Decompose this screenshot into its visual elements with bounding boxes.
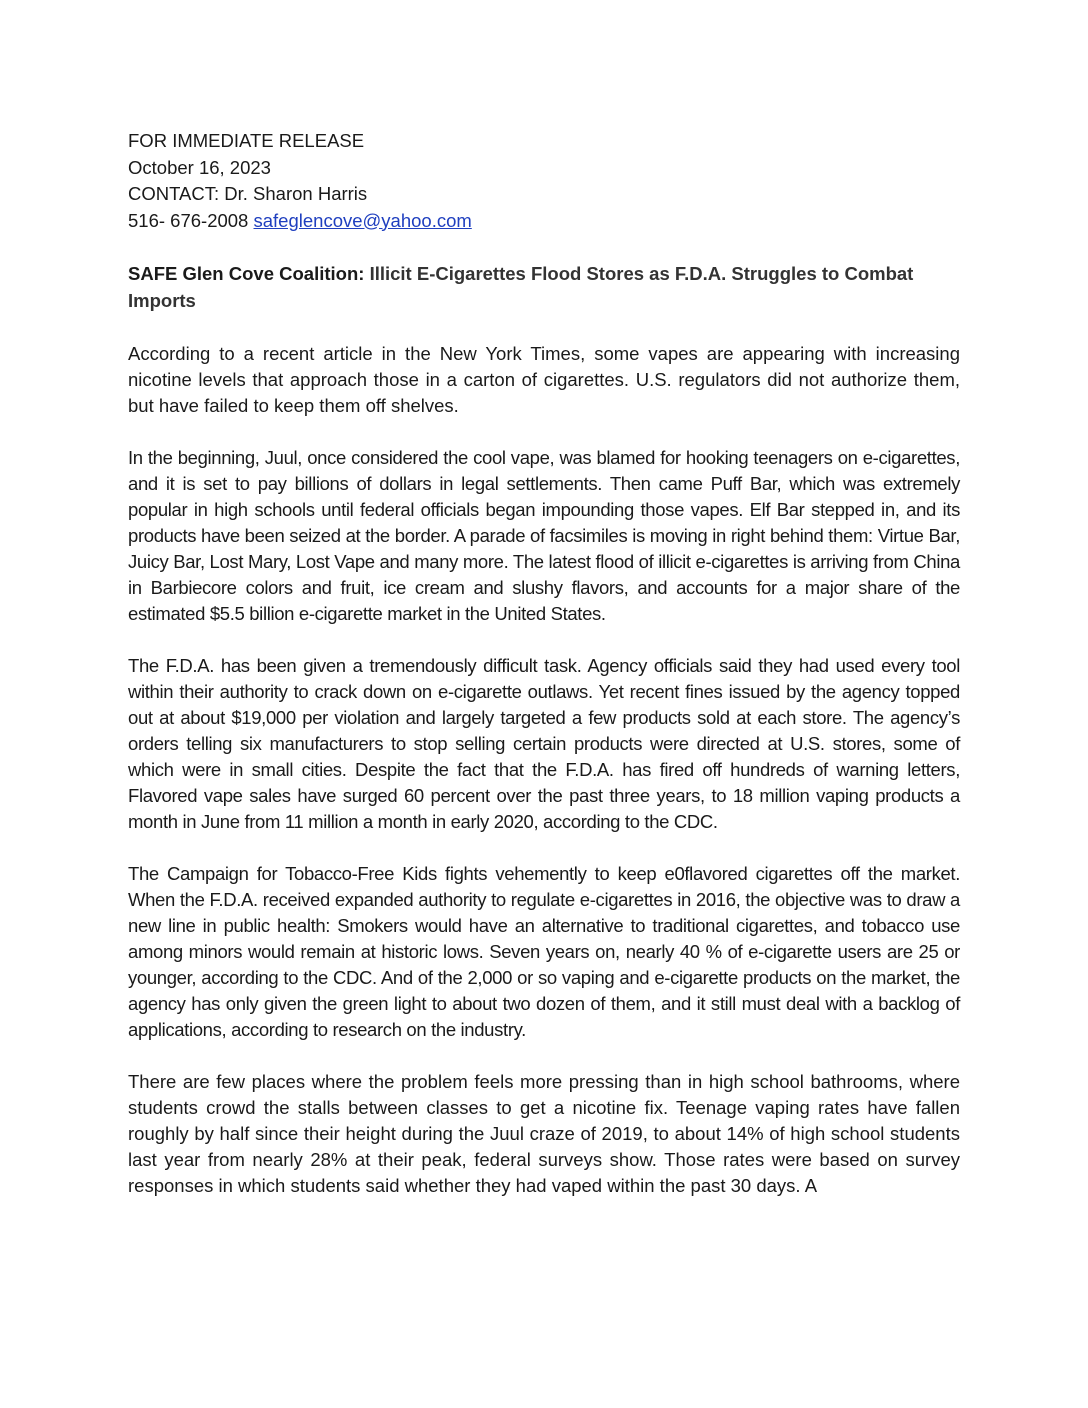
press-release-page [128,128,960,1199]
release-label: FOR IMMEDIATE RELEASE [128,130,365,151]
release-header [128,128,960,234]
headline-title: Illicit E-Cigarettes Flood Stores as F.D.A. Struggles to Combat Imports [128,263,914,311]
contact-name: CONTACT: Dr. Sharon Harris [128,183,368,204]
headline [128,261,960,314]
body-paragraph-3: The F.D.A. has been given a tremendously difficult task. Agency officials said they had used every tool within their authority to crack down on e-cigarette outlaws. Yet recent fines issued by the agency topped out at about $19,000 per violation and largely targeted a few products sold at each store. The agency’s orders telling six manufacturers to stop selling certain products were directed at U.S. stores, some of which were in small cities. Despite the fact that the F.D.A. has fired off hundreds of warning letters, Flavored vape sales have surged 60 percent over the past three years, to 18 million vaping products a month in June from 11 million a month in early 2020, according to the CDC. [128,655,960,832]
contact-email-link[interactable]: safeglencove@yahoo.com [253,209,472,231]
body-paragraph-5: There are few places where the problem feels more pressing than in high school bathrooms, where students crowd the stalls between classes to get a nicotine fix. Teenage vaping rates have fallen roughly by half since their height during the Juul craze of 2019, to about 14% of high school students last year from nearly 28% at their peak, federal surveys show. Those rates were based on survey responses in which students said whether they had vaped within the past 30 days. A [128,1071,960,1196]
headline-org: SAFE Glen Cove Coalition: [128,263,365,284]
body-paragraph-2: In the beginning, Juul, once considered the cool vape, was blamed for hooking teenagers on e-cigarettes, and it is set to pay billions of dollars in legal settlements. Then came Puff Bar, which was extremely popular in high schools until federal officials began impounding those vapes. Elf Bar stepped in, and its products have been seized at the border. A parade of facsimiles is moving in right behind them: Virtue Bar, Juicy Bar, Lost Mary, Lost Vape and many more. The latest flood of illicit e-cigarettes is arriving from China in Barbiecore colors and fruit, ice cream and slushy flavors, and accounts for a major share of the estimated $5.5 billion e-cigarette market in the United States. [128,447,960,624]
body-paragraph-4: The Campaign for Tobacco-Free Kids fights vehemently to keep e0flavored cigarettes off the market. When the F.D.A. received expanded authority to regulate e-cigarettes in 2016, the objective was to draw a new line in public health: Smokers would have an alternative to traditional cigarettes, and tobacco use among minors would remain at historic lows. Seven years on, nearly 40 % of e-cigarette users are 25 or younger, according to the CDC. And of the 2,000 or so vaping and e-cigarette products on the market, the agency has only given the green light to about two dozen of them, and it still must deal with a backlog of applications, according to research on the industry. [128,863,960,1040]
release-date: October 16, 2023 [128,156,271,178]
body-paragraph-1: According to a recent article in the New York Times, some vapes are appearing with increasing nicotine levels that approach those in a carton of cigarettes. U.S. regulators did not authorize them, but have failed to keep them off shelves. [128,343,960,416]
contact-phone: 516- 676-2008 [128,209,249,231]
contact-line [128,208,960,235]
